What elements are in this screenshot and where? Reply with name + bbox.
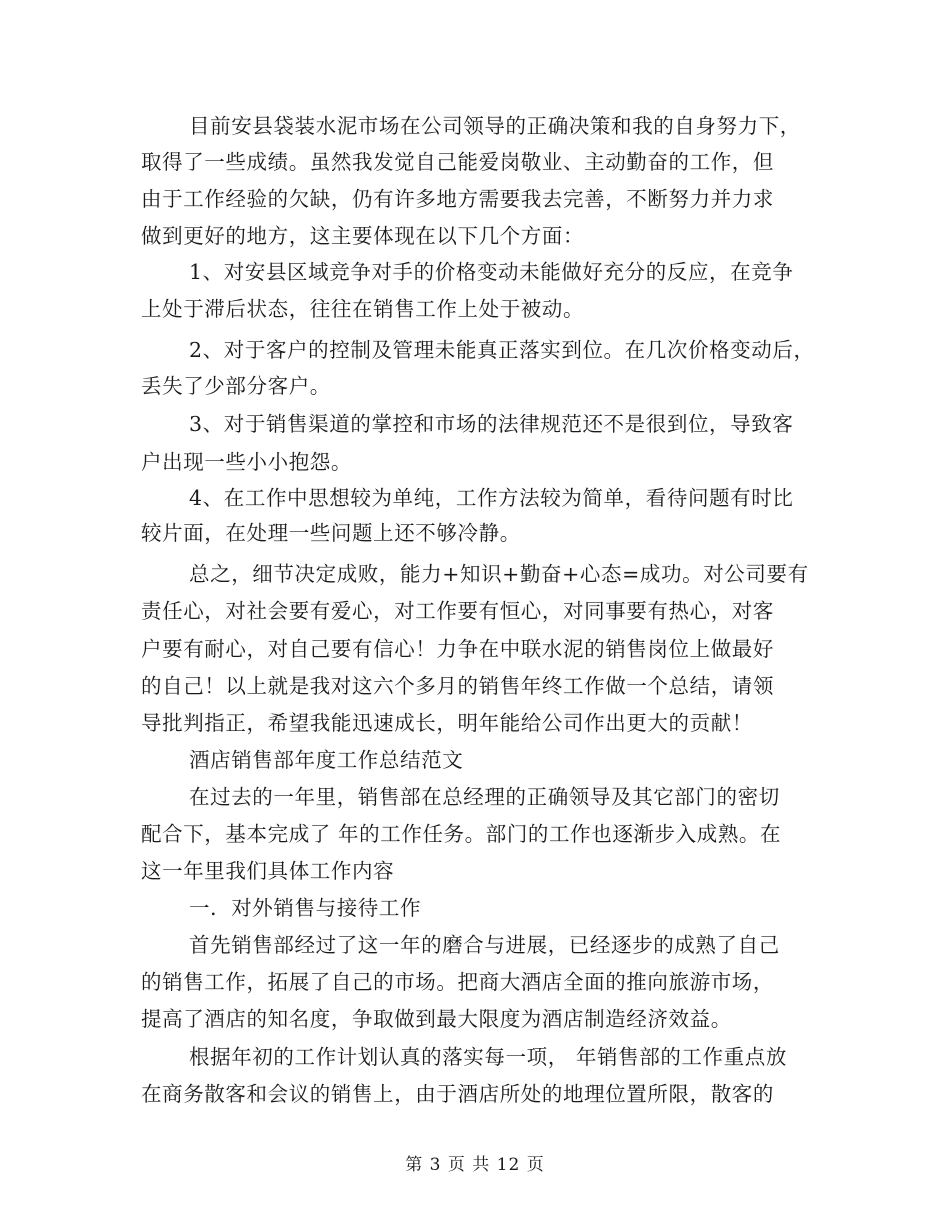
text-line-6: 上处于滞后状态，往往在销售工作上处于被动。 <box>141 297 585 321</box>
text-line-4: 做到更好的地方，这主要体现在以下几个方面： <box>141 224 585 248</box>
text-line-16: 的自己！以上就是我对这六个多月的销售年终工作做一个总结，请领 <box>141 674 774 698</box>
section-heading-hotel-summary: 酒店销售部年度工作总结范文 <box>189 748 464 772</box>
subheading-external-sales: 一．对外销售与接待工作 <box>189 896 422 920</box>
text-line-23: 首先销售部经过了这一年的磨合与进展，已经逐步的成熟了自己 <box>189 933 780 957</box>
text-line-25: 提高了酒店的知名度，争取做到最大限度为酒店制造经济效益。 <box>141 1007 732 1031</box>
text-line-3: 由于工作经验的欠缺，仍有许多地方需要我去完善，不断努力并力求 <box>141 187 774 211</box>
page-number-footer: 第 3 页 共 12 页 <box>405 1155 545 1175</box>
text-line-9: 3、对于销售渠道的掌控和市场的法律规范还不是很到位，导致客 <box>189 412 794 436</box>
text-line-10: 户出现一些小小抱怨。 <box>141 450 352 474</box>
text-line-1: 目前安县袋装水泥市场在公司领导的正确决策和我的自身努力下， <box>189 114 801 138</box>
text-line-8: 丢失了少部分客户。 <box>141 374 331 398</box>
text-line-13: 总之，细节决定成败，能力+知识+勤奋+心态=成功。对公司要有 <box>189 562 809 586</box>
text-line-21: 这一年里我们具体工作内容 <box>141 859 395 883</box>
text-line-27: 在商务散客和会议的销售上，由于酒店所处的地理位置所限，散客的 <box>141 1082 774 1106</box>
text-line-11: 4、在工作中思想较为单纯，工作方法较为简单，看待问题有时比 <box>189 486 794 510</box>
text-line-7: 2、对于客户的控制及管理未能真正落实到位。在几次价格变动后， <box>189 338 815 362</box>
text-line-26: 根据年初的工作计划认真的落实每一项， 年销售部的工作重点放 <box>189 1045 787 1069</box>
text-line-5: 1、对安县区域竞争对手的价格变动未能做好充分的反应，在竞争 <box>189 260 794 284</box>
text-line-19: 在过去的一年里，销售部在总经理的正确领导及其它部门的密切 <box>189 785 780 809</box>
text-line-17: 导批判指正，希望我能迅速成长，明年能给公司作出更大的贡献！ <box>141 711 753 735</box>
text-line-2: 取得了一些成绩。虽然我发觉自己能爱岗敬业、主动勤奋的工作，但 <box>141 150 774 174</box>
text-line-12: 较片面，在处理一些问题上还不够冷静。 <box>141 521 521 545</box>
text-line-15: 户要有耐心，对自己要有信心！力争在中联水泥的销售岗位上做最好 <box>141 637 774 661</box>
text-line-20: 配合下，基本完成了 年的工作任务。部门的工作也逐渐步入成熟。在 <box>141 822 782 846</box>
text-line-14: 责任心，对社会要有爱心，对工作要有恒心，对同事要有热心，对客 <box>141 599 774 623</box>
text-line-24: 的销售工作，拓展了自己的市场。把商大酒店全面的推向旅游市场， <box>141 970 774 994</box>
